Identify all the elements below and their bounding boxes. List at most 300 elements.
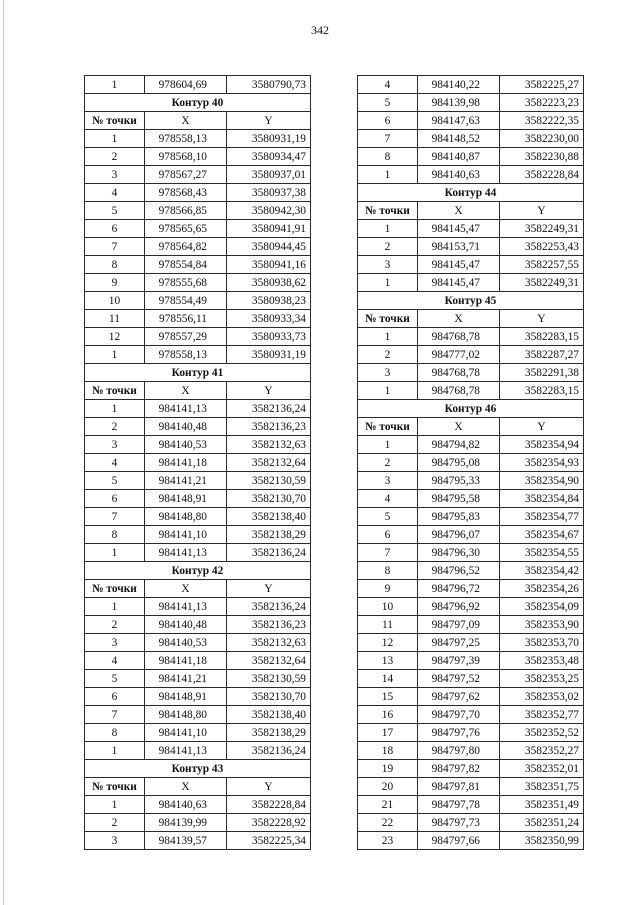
point-number-cell: 7 xyxy=(85,508,145,526)
table-row xyxy=(358,778,584,796)
x-coordinate-cell: 984147,63 xyxy=(418,112,500,130)
contour-title-row xyxy=(85,94,311,112)
y-coordinate-cell: 3582352,77 xyxy=(500,706,584,724)
x-coordinate-cell: 984148,80 xyxy=(145,508,227,526)
x-coordinate-cell: 984148,91 xyxy=(145,688,227,706)
table-row xyxy=(85,472,311,490)
y-coordinate-cell: 3582354,77 xyxy=(500,508,584,526)
y-header: Y xyxy=(500,202,584,220)
point-number-header: № точки xyxy=(358,202,418,220)
x-coordinate-cell: 984148,52 xyxy=(418,130,500,148)
point-number-cell: 3 xyxy=(85,634,145,652)
point-number-cell: 4 xyxy=(85,652,145,670)
x-coordinate-cell: 984140,53 xyxy=(145,436,227,454)
contour-title: Контур 44 xyxy=(358,184,584,202)
y-header: Y xyxy=(227,778,311,796)
x-coordinate-cell: 984796,30 xyxy=(418,544,500,562)
y-coordinate-cell: 3580790,73 xyxy=(227,76,311,94)
table-row xyxy=(85,814,311,832)
x-coordinate-cell: 978558,13 xyxy=(145,346,227,364)
x-coordinate-cell: 978567,27 xyxy=(145,166,227,184)
y-header: Y xyxy=(227,580,311,598)
table-row xyxy=(85,688,311,706)
x-header: X xyxy=(418,310,500,328)
x-coordinate-cell: 978554,84 xyxy=(145,256,227,274)
point-number-cell: 6 xyxy=(85,688,145,706)
table-row xyxy=(358,634,584,652)
table-row xyxy=(358,670,584,688)
point-number-cell: 1 xyxy=(85,598,145,616)
y-coordinate-cell: 3582353,02 xyxy=(500,688,584,706)
y-coordinate-cell: 3582225,34 xyxy=(227,832,311,850)
column-header-row xyxy=(358,202,584,220)
x-coordinate-cell: 984797,82 xyxy=(418,760,500,778)
point-number-cell: 8 xyxy=(85,526,145,544)
point-number-cell: 10 xyxy=(358,598,418,616)
point-number-cell: 2 xyxy=(358,346,418,364)
point-number-cell: 20 xyxy=(358,778,418,796)
point-number-cell: 3 xyxy=(358,472,418,490)
y-coordinate-cell: 3580941,16 xyxy=(227,256,311,274)
x-coordinate-cell: 978568,43 xyxy=(145,184,227,202)
x-coordinate-cell: 984140,22 xyxy=(418,76,500,94)
table-row xyxy=(358,382,584,400)
x-coordinate-cell: 984141,18 xyxy=(145,454,227,472)
x-coordinate-cell: 984796,92 xyxy=(418,598,500,616)
table-row xyxy=(358,220,584,238)
table-row xyxy=(358,832,584,850)
table-row xyxy=(358,616,584,634)
x-coordinate-cell: 984141,13 xyxy=(145,400,227,418)
contour-title: Контур 42 xyxy=(85,562,311,580)
y-coordinate-cell: 3582352,27 xyxy=(500,742,584,760)
point-number-cell: 8 xyxy=(358,562,418,580)
point-number-cell: 16 xyxy=(358,706,418,724)
table-row xyxy=(85,832,311,850)
y-coordinate-cell: 3582354,42 xyxy=(500,562,584,580)
y-coordinate-cell: 3582354,93 xyxy=(500,454,584,472)
contour-title-row xyxy=(358,400,584,418)
table-row xyxy=(85,310,311,328)
y-coordinate-cell: 3582228,84 xyxy=(500,166,584,184)
point-number-cell: 8 xyxy=(85,256,145,274)
table-row xyxy=(358,364,584,382)
column-header-row xyxy=(85,112,311,130)
point-number-cell: 2 xyxy=(358,454,418,472)
point-number-cell: 6 xyxy=(358,112,418,130)
x-coordinate-cell: 984797,81 xyxy=(418,778,500,796)
point-number-cell: 5 xyxy=(358,508,418,526)
y-coordinate-cell: 3582138,40 xyxy=(227,508,311,526)
y-coordinate-cell: 3582249,31 xyxy=(500,274,584,292)
contour-title: Контур 43 xyxy=(85,760,311,778)
table-row xyxy=(358,598,584,616)
table-row xyxy=(85,652,311,670)
table-row xyxy=(85,346,311,364)
y-header: Y xyxy=(227,112,311,130)
y-coordinate-cell: 3582283,15 xyxy=(500,382,584,400)
point-number-cell: 2 xyxy=(85,616,145,634)
y-coordinate-cell: 3580934,47 xyxy=(227,148,311,166)
y-coordinate-cell: 3582354,26 xyxy=(500,580,584,598)
table-row xyxy=(358,112,584,130)
table-row xyxy=(85,706,311,724)
point-number-cell: 7 xyxy=(85,238,145,256)
table-row xyxy=(85,220,311,238)
table-row xyxy=(85,490,311,508)
point-number-cell: 13 xyxy=(358,652,418,670)
y-coordinate-cell: 3582136,24 xyxy=(227,742,311,760)
y-coordinate-cell: 3582136,24 xyxy=(227,598,311,616)
point-number-cell: 15 xyxy=(358,688,418,706)
x-coordinate-cell: 984141,10 xyxy=(145,724,227,742)
x-coordinate-cell: 984141,21 xyxy=(145,472,227,490)
x-coordinate-cell: 984768,78 xyxy=(418,364,500,382)
table-row xyxy=(358,580,584,598)
x-coordinate-cell: 984141,10 xyxy=(145,526,227,544)
y-header: Y xyxy=(500,418,584,436)
x-header: X xyxy=(145,778,227,796)
contour-title-row xyxy=(85,364,311,382)
y-coordinate-cell: 3580931,19 xyxy=(227,130,311,148)
x-coordinate-cell: 984795,08 xyxy=(418,454,500,472)
point-number-cell: 9 xyxy=(85,274,145,292)
point-number-cell: 5 xyxy=(358,94,418,112)
y-coordinate-cell: 3582136,23 xyxy=(227,418,311,436)
x-coordinate-cell: 984141,13 xyxy=(145,544,227,562)
y-coordinate-cell: 3582354,67 xyxy=(500,526,584,544)
x-coordinate-cell: 984797,39 xyxy=(418,652,500,670)
y-header: Y xyxy=(500,310,584,328)
table-row xyxy=(358,724,584,742)
x-coordinate-cell: 984140,48 xyxy=(145,616,227,634)
x-coordinate-cell: 984139,57 xyxy=(145,832,227,850)
point-number-cell: 6 xyxy=(358,526,418,544)
y-coordinate-cell: 3582257,55 xyxy=(500,256,584,274)
y-coordinate-cell: 3582353,70 xyxy=(500,634,584,652)
y-coordinate-cell: 3582228,84 xyxy=(227,796,311,814)
point-number-cell: 3 xyxy=(85,832,145,850)
contour-title: Контур 41 xyxy=(85,364,311,382)
point-number-header: № точки xyxy=(358,310,418,328)
table-row xyxy=(85,616,311,634)
contour-title-row xyxy=(358,292,584,310)
scan-edge-line xyxy=(3,0,4,905)
y-coordinate-cell: 3582223,23 xyxy=(500,94,584,112)
table-row xyxy=(85,400,311,418)
x-coordinate-cell: 978556,11 xyxy=(145,310,227,328)
contour-title-row xyxy=(358,184,584,202)
x-coordinate-cell: 984768,78 xyxy=(418,382,500,400)
y-coordinate-cell: 3582138,29 xyxy=(227,724,311,742)
table-row xyxy=(358,94,584,112)
point-number-cell: 3 xyxy=(85,436,145,454)
table-row xyxy=(358,238,584,256)
x-coordinate-cell: 984795,58 xyxy=(418,490,500,508)
x-coordinate-cell: 978604,69 xyxy=(145,76,227,94)
y-coordinate-cell: 3582138,40 xyxy=(227,706,311,724)
x-coordinate-cell: 978565,65 xyxy=(145,220,227,238)
point-number-cell: 1 xyxy=(85,76,145,94)
contour-title: Контур 46 xyxy=(358,400,584,418)
point-number-cell: 2 xyxy=(85,418,145,436)
contour-title-row xyxy=(85,562,311,580)
y-coordinate-cell: 3582354,84 xyxy=(500,490,584,508)
x-coordinate-cell: 984797,80 xyxy=(418,742,500,760)
x-coordinate-cell: 984797,76 xyxy=(418,724,500,742)
x-coordinate-cell: 978554,49 xyxy=(145,292,227,310)
point-number-cell: 11 xyxy=(85,310,145,328)
x-coordinate-cell: 978568,10 xyxy=(145,148,227,166)
y-coordinate-cell: 3580938,62 xyxy=(227,274,311,292)
point-number-cell: 5 xyxy=(85,670,145,688)
table-row xyxy=(358,454,584,472)
x-coordinate-cell: 984145,47 xyxy=(418,220,500,238)
x-header: X xyxy=(145,112,227,130)
point-number-cell: 3 xyxy=(358,364,418,382)
y-coordinate-cell: 3582136,24 xyxy=(227,400,311,418)
y-coordinate-cell: 3582353,48 xyxy=(500,652,584,670)
y-coordinate-cell: 3582222,35 xyxy=(500,112,584,130)
x-coordinate-cell: 984153,71 xyxy=(418,238,500,256)
x-coordinate-cell: 984796,72 xyxy=(418,580,500,598)
x-coordinate-cell: 984145,47 xyxy=(418,256,500,274)
column-header-row xyxy=(358,310,584,328)
point-number-cell: 1 xyxy=(358,220,418,238)
x-coordinate-cell: 984797,62 xyxy=(418,688,500,706)
x-coordinate-cell: 984795,33 xyxy=(418,472,500,490)
x-coordinate-cell: 984768,78 xyxy=(418,328,500,346)
table-row xyxy=(85,454,311,472)
y-coordinate-cell: 3580942,30 xyxy=(227,202,311,220)
point-number-cell: 7 xyxy=(358,544,418,562)
x-coordinate-cell: 984140,53 xyxy=(145,634,227,652)
point-number-cell: 8 xyxy=(85,724,145,742)
point-number-header: № точки xyxy=(85,778,145,796)
table-row xyxy=(358,490,584,508)
table-row xyxy=(358,742,584,760)
table-row xyxy=(358,544,584,562)
x-coordinate-cell: 978566,85 xyxy=(145,202,227,220)
y-coordinate-cell: 3582249,31 xyxy=(500,220,584,238)
point-number-cell: 1 xyxy=(358,274,418,292)
x-coordinate-cell: 978557,29 xyxy=(145,328,227,346)
point-number-cell: 6 xyxy=(85,220,145,238)
y-coordinate-cell: 3582353,25 xyxy=(500,670,584,688)
y-coordinate-cell: 3580933,73 xyxy=(227,328,311,346)
y-coordinate-cell: 3582225,27 xyxy=(500,76,584,94)
x-coordinate-cell: 984145,47 xyxy=(418,274,500,292)
table-row xyxy=(358,688,584,706)
y-coordinate-cell: 3580941,91 xyxy=(227,220,311,238)
point-number-cell: 10 xyxy=(85,292,145,310)
x-coordinate-cell: 984140,63 xyxy=(418,166,500,184)
x-coordinate-cell: 984797,70 xyxy=(418,706,500,724)
table-row xyxy=(358,436,584,454)
table-row xyxy=(358,346,584,364)
x-coordinate-cell: 984794,82 xyxy=(418,436,500,454)
y-coordinate-cell: 3580933,34 xyxy=(227,310,311,328)
y-coordinate-cell: 3582291,38 xyxy=(500,364,584,382)
table-row xyxy=(85,598,311,616)
x-coordinate-cell: 984796,52 xyxy=(418,562,500,580)
y-coordinate-cell: 3582136,23 xyxy=(227,616,311,634)
point-number-cell: 1 xyxy=(85,130,145,148)
y-coordinate-cell: 3582253,43 xyxy=(500,238,584,256)
x-coordinate-cell: 984797,78 xyxy=(418,796,500,814)
point-number-header: № точки xyxy=(85,580,145,598)
point-number-cell: 1 xyxy=(85,400,145,418)
point-number-cell: 2 xyxy=(85,148,145,166)
table-row xyxy=(85,544,311,562)
point-number-cell: 12 xyxy=(358,634,418,652)
table-row xyxy=(358,472,584,490)
y-coordinate-cell: 3580944,45 xyxy=(227,238,311,256)
point-number-cell: 1 xyxy=(85,544,145,562)
x-coordinate-cell: 984797,66 xyxy=(418,832,500,850)
y-coordinate-cell: 3582130,59 xyxy=(227,670,311,688)
y-coordinate-cell: 3582230,88 xyxy=(500,148,584,166)
table-row xyxy=(358,166,584,184)
table-row xyxy=(85,634,311,652)
x-coordinate-cell: 978555,68 xyxy=(145,274,227,292)
point-number-cell: 14 xyxy=(358,670,418,688)
table-row xyxy=(358,76,584,94)
x-coordinate-cell: 984141,13 xyxy=(145,742,227,760)
x-coordinate-cell: 984795,83 xyxy=(418,508,500,526)
y-coordinate-cell: 3582354,09 xyxy=(500,598,584,616)
table-row xyxy=(85,256,311,274)
point-number-cell: 1 xyxy=(85,796,145,814)
column-header-row xyxy=(85,580,311,598)
point-number-cell: 5 xyxy=(85,472,145,490)
table-row xyxy=(85,202,311,220)
x-coordinate-cell: 984140,48 xyxy=(145,418,227,436)
x-coordinate-cell: 978558,13 xyxy=(145,130,227,148)
coordinates-table-right xyxy=(357,75,584,850)
x-coordinate-cell: 984140,87 xyxy=(418,148,500,166)
y-coordinate-cell: 3582354,55 xyxy=(500,544,584,562)
point-number-cell: 8 xyxy=(358,148,418,166)
y-coordinate-cell: 3582132,64 xyxy=(227,454,311,472)
point-number-cell: 3 xyxy=(85,166,145,184)
x-coordinate-cell: 984796,07 xyxy=(418,526,500,544)
table-row xyxy=(358,148,584,166)
column-header-row xyxy=(358,418,584,436)
coordinates-table-left xyxy=(84,75,311,850)
y-coordinate-cell: 3582132,63 xyxy=(227,436,311,454)
point-number-cell: 1 xyxy=(85,742,145,760)
y-coordinate-cell: 3582350,99 xyxy=(500,832,584,850)
table-row xyxy=(358,274,584,292)
point-number-cell: 3 xyxy=(358,256,418,274)
point-number-cell: 5 xyxy=(85,202,145,220)
y-coordinate-cell: 3582354,90 xyxy=(500,472,584,490)
x-coordinate-cell: 984797,73 xyxy=(418,814,500,832)
table-row xyxy=(358,562,584,580)
point-number-cell: 4 xyxy=(85,184,145,202)
point-number-cell: 11 xyxy=(358,616,418,634)
contour-title-row xyxy=(85,760,311,778)
table-row xyxy=(358,526,584,544)
point-number-cell: 22 xyxy=(358,814,418,832)
x-coordinate-cell: 984797,09 xyxy=(418,616,500,634)
x-header: X xyxy=(145,382,227,400)
y-coordinate-cell: 3582130,70 xyxy=(227,490,311,508)
table-row xyxy=(85,292,311,310)
x-coordinate-cell: 978564,82 xyxy=(145,238,227,256)
table-row xyxy=(85,274,311,292)
point-number-cell: 2 xyxy=(85,814,145,832)
table-row xyxy=(85,148,311,166)
point-number-header: № точки xyxy=(85,112,145,130)
x-coordinate-cell: 984141,21 xyxy=(145,670,227,688)
x-header: X xyxy=(418,418,500,436)
y-coordinate-cell: 3582283,15 xyxy=(500,328,584,346)
table-row xyxy=(358,508,584,526)
y-coordinate-cell: 3582287,27 xyxy=(500,346,584,364)
x-coordinate-cell: 984777,02 xyxy=(418,346,500,364)
point-number-cell: 1 xyxy=(358,382,418,400)
table-row xyxy=(85,184,311,202)
table-row xyxy=(85,742,311,760)
point-number-cell: 9 xyxy=(358,580,418,598)
column-header-row xyxy=(85,778,311,796)
y-coordinate-cell: 3582352,52 xyxy=(500,724,584,742)
y-coordinate-cell: 3582351,24 xyxy=(500,814,584,832)
x-coordinate-cell: 984141,18 xyxy=(145,652,227,670)
y-coordinate-cell: 3582130,59 xyxy=(227,472,311,490)
point-number-cell: 21 xyxy=(358,796,418,814)
table-row xyxy=(85,418,311,436)
table-row xyxy=(85,76,311,94)
table-row xyxy=(358,256,584,274)
y-coordinate-cell: 3582130,70 xyxy=(227,688,311,706)
point-number-cell: 18 xyxy=(358,742,418,760)
point-number-cell: 7 xyxy=(85,706,145,724)
y-coordinate-cell: 3582136,24 xyxy=(227,544,311,562)
table-row xyxy=(85,328,311,346)
x-header: X xyxy=(145,580,227,598)
page-number: 342 xyxy=(311,23,329,37)
point-number-cell: 17 xyxy=(358,724,418,742)
contour-title: Контур 40 xyxy=(85,94,311,112)
point-number-cell: 19 xyxy=(358,760,418,778)
x-coordinate-cell: 984140,63 xyxy=(145,796,227,814)
table-row xyxy=(85,526,311,544)
table-row xyxy=(358,814,584,832)
y-coordinate-cell: 3580931,19 xyxy=(227,346,311,364)
point-number-cell: 1 xyxy=(358,436,418,454)
table-row xyxy=(85,724,311,742)
point-number-cell: 1 xyxy=(85,346,145,364)
x-coordinate-cell: 984139,99 xyxy=(145,814,227,832)
point-number-cell: 6 xyxy=(85,490,145,508)
x-coordinate-cell: 984148,91 xyxy=(145,490,227,508)
table-row xyxy=(85,670,311,688)
point-number-header: № точки xyxy=(85,382,145,400)
point-number-cell: 2 xyxy=(358,238,418,256)
point-number-cell: 1 xyxy=(358,166,418,184)
point-number-cell: 7 xyxy=(358,130,418,148)
table-row xyxy=(85,238,311,256)
x-header: X xyxy=(418,202,500,220)
table-row xyxy=(85,796,311,814)
table-row xyxy=(85,436,311,454)
point-number-cell: 1 xyxy=(358,328,418,346)
y-coordinate-cell: 3582351,75 xyxy=(500,778,584,796)
y-coordinate-cell: 3582230,00 xyxy=(500,130,584,148)
